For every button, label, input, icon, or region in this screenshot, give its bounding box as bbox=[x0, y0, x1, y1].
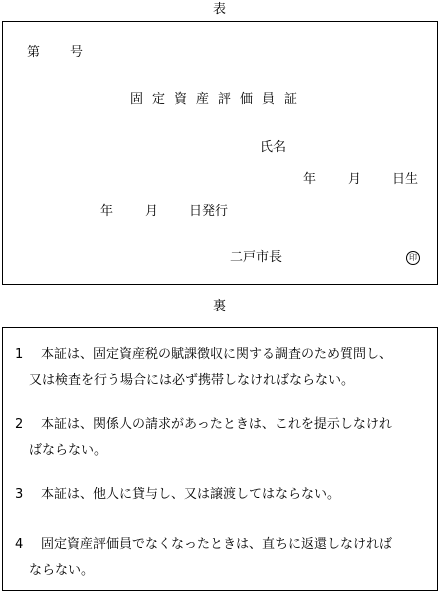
list-item bbox=[15, 482, 433, 508]
issue-year-label: 年 bbox=[100, 204, 114, 219]
item-number: 4 bbox=[15, 537, 24, 552]
back-heading: 裏 bbox=[213, 299, 227, 314]
item-line2: 又は検査を行う場合には必ず携帯しなければならない。 bbox=[29, 373, 355, 388]
item-number: 2 bbox=[15, 417, 24, 432]
list-item bbox=[15, 532, 433, 584]
birth-day-label: 日生 bbox=[392, 172, 419, 187]
seal-mark-icon bbox=[406, 250, 420, 265]
issue-month-label: 月 bbox=[145, 204, 159, 219]
number-go-label: 号 bbox=[70, 45, 84, 60]
back-card bbox=[2, 327, 438, 591]
birth-year-label: 年 bbox=[303, 172, 317, 187]
front-card bbox=[2, 21, 438, 285]
item-line2: ばならない。 bbox=[29, 443, 108, 458]
item-number: 3 bbox=[15, 487, 24, 502]
item-line2: ならない。 bbox=[29, 563, 95, 578]
item-line1: 本証は、固定資産税の賦課徴収に関する調査のため質問し、 bbox=[41, 347, 393, 362]
item-line1: 本証は、他人に貸与し、又は譲渡してはならない。 bbox=[41, 487, 341, 502]
item-number: 1 bbox=[15, 347, 24, 362]
issuer-label: 二戸市長 bbox=[230, 250, 283, 265]
list-item bbox=[15, 342, 433, 394]
issue-day-label: 日発行 bbox=[189, 204, 229, 219]
item-line1: 本証は、関係人の請求があったときは、これを提示しなけれ bbox=[41, 417, 392, 432]
name-label: 氏名 bbox=[260, 140, 287, 155]
seal-mark-text: 印 bbox=[406, 251, 420, 265]
birth-month-label: 月 bbox=[348, 172, 362, 187]
item-line1: 固定資産評価員でなくなったときは、直ちに返還しなければ bbox=[41, 537, 393, 552]
card-title: 固定資産評価員証 bbox=[130, 92, 307, 107]
number-dai-label: 第 bbox=[27, 45, 41, 60]
front-heading: 表 bbox=[213, 2, 227, 17]
list-item bbox=[15, 412, 433, 464]
